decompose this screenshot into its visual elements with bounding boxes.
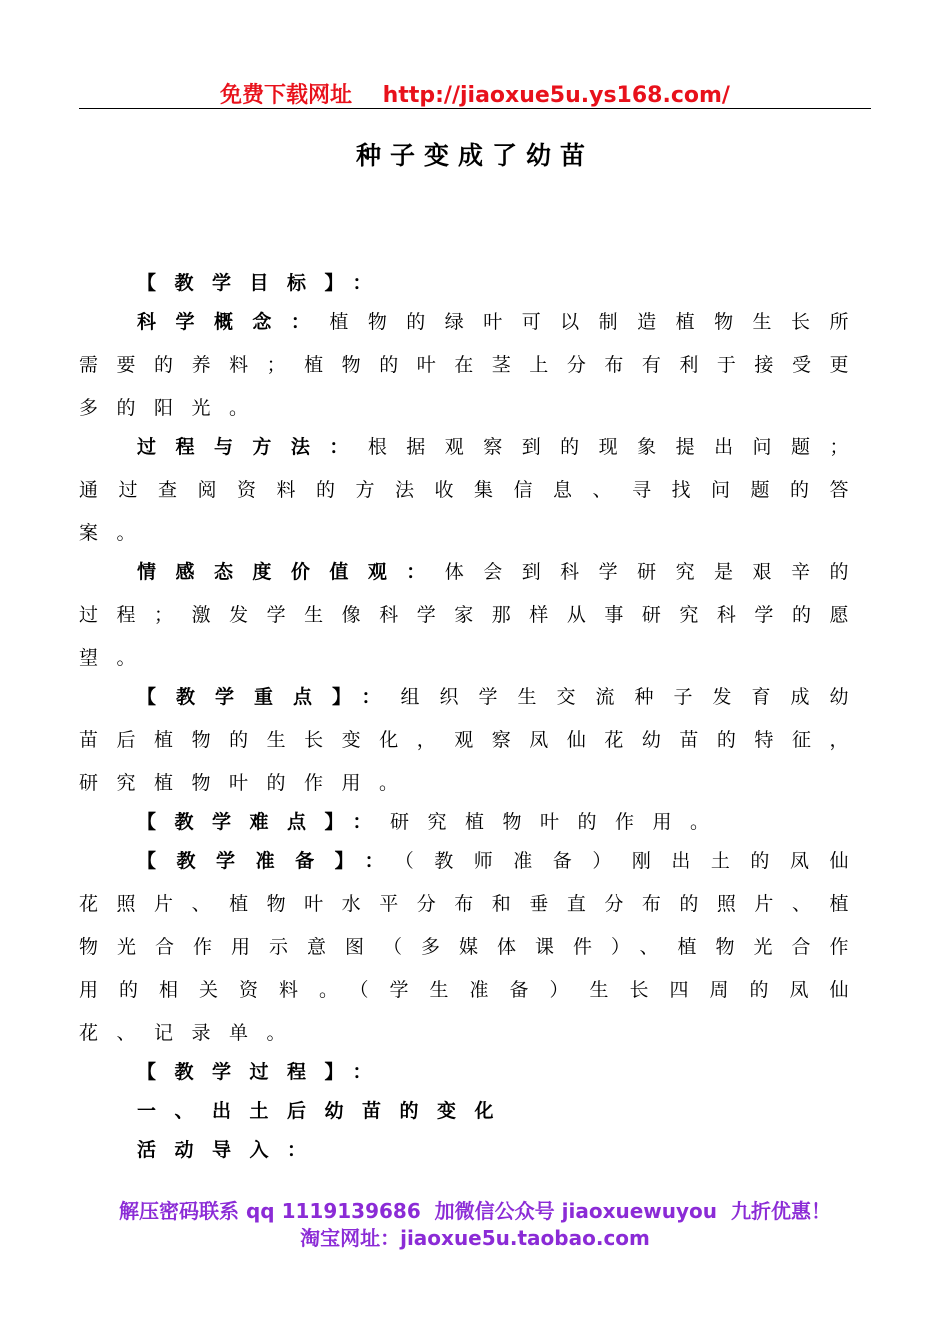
emotion-paragraph bbox=[79, 551, 867, 680]
process-heading: 【教学过程】： bbox=[137, 1061, 391, 1083]
key-points-paragraph bbox=[79, 676, 867, 805]
document-title: 种子变成了幼苗 bbox=[355, 141, 594, 170]
page-footer bbox=[0, 1198, 950, 1252]
goals-heading: 【教学目标】： bbox=[137, 272, 391, 294]
key-points-label: 【教学重点】： bbox=[137, 686, 401, 708]
concept-text: 植物的绿叶可以制造植物生长所需要的养料；植物的叶在茎上分布有利于接受更多的阳光。 bbox=[79, 311, 867, 419]
preparation-label: 【教学准备】： bbox=[137, 850, 405, 872]
process-method-text: 根据观察到的现象提出问题；通过查阅资料的方法收集信息、寻找问题的答案。 bbox=[79, 436, 867, 544]
emotion-label: 情感态度价值观： bbox=[137, 561, 445, 583]
part-one-heading: 一、出土后幼苗的变化 bbox=[137, 1100, 513, 1122]
preparation-paragraph bbox=[79, 840, 867, 1055]
document-body bbox=[79, 262, 867, 1172]
difficulty-paragraph bbox=[79, 801, 867, 844]
page-header bbox=[0, 78, 950, 109]
header-label: 免费下载网址 bbox=[220, 83, 353, 108]
difficulty-text: 研究植物叶的作用。 bbox=[390, 811, 728, 833]
preparation-text: （教师准备）刚出土的凤仙花照片、植物叶水平分布和垂直分布的照片、植物光合作用示意图（多媒体课件）、植物光合作用的相关资料。（学生准备）生长四周的凤仙花、记录单。 bbox=[79, 850, 867, 1044]
concept-paragraph bbox=[79, 301, 867, 430]
footer-contact-line: 解压密码联系 qq 1119139686 加微信公众号 jiaoxuewuyou 九折优惠！ bbox=[119, 1199, 831, 1223]
emotion-text: 体会到科学研究是艰辛的过程；激发学生像科学家那样从事研究科学的愿望。 bbox=[79, 561, 867, 669]
process-method-label: 过程与方法： bbox=[137, 436, 368, 458]
activity-intro-heading: 活动导入： bbox=[137, 1139, 325, 1161]
footer-shop-link[interactable]: 淘宝网址：jiaoxue5u.taobao.com bbox=[300, 1226, 650, 1250]
process-method-paragraph bbox=[79, 426, 867, 555]
key-points-text: 组织学生交流种子发育成幼苗后植物的生长变化，观察凤仙花幼苗的特征，研究植物叶的作用。 bbox=[79, 686, 867, 794]
concept-label: 科学概念： bbox=[137, 311, 330, 333]
header-divider bbox=[79, 108, 871, 109]
header-url-link[interactable]: http://jiaoxue5u.ys168.com/ bbox=[382, 83, 730, 108]
difficulty-label: 【教学难点】： bbox=[137, 811, 391, 833]
